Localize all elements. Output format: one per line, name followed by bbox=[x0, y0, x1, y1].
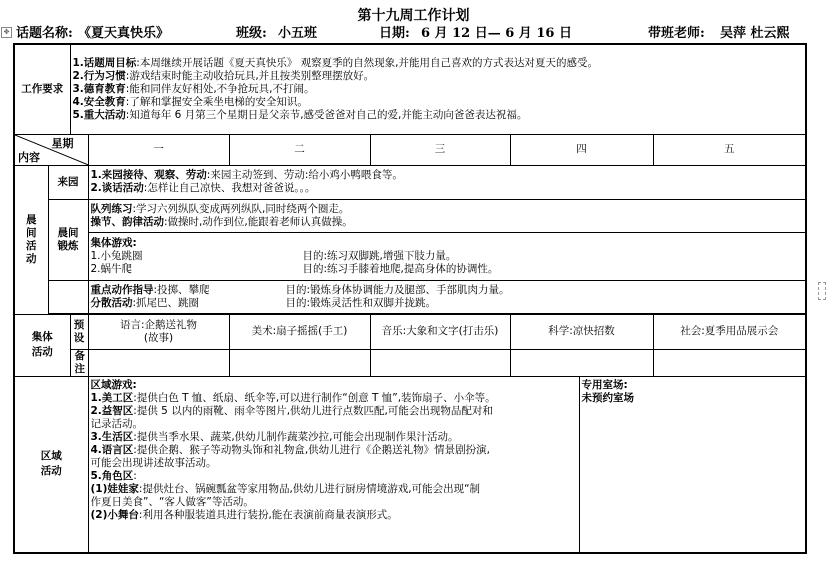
work-requirements-row bbox=[14, 44, 806, 134]
day-monday: 一 bbox=[88, 134, 229, 165]
area-line: 记录活动。 bbox=[90, 417, 143, 430]
day-friday: 五 bbox=[653, 134, 806, 165]
arrival-label: 来园 bbox=[48, 165, 88, 199]
note-wednesday bbox=[370, 349, 510, 376]
group-game-item: 2.蜗牛爬 目的:练习手膝着地爬,提高身体的协调性。 bbox=[90, 262, 499, 275]
requirement-item: 5.重大活动:知道每年 6 月第三个星期日是父亲节,感受爸爸对自己的爱,并能主动向爸爸表达祝福。 bbox=[72, 108, 528, 121]
group-game-item: 1.小兔跳圈 目的:练习双脚跳,增强下肢力量。 bbox=[90, 249, 457, 262]
guidance-spacer bbox=[48, 280, 88, 313]
plan-header bbox=[16, 22, 806, 40]
weekly-plan-table bbox=[13, 43, 807, 554]
weekday-header-row bbox=[14, 134, 806, 165]
day-thursday: 四 bbox=[510, 134, 653, 165]
note-tuesday bbox=[229, 349, 370, 376]
requirement-item: 2.行为习惯:游戏结束时能主动收拾玩具,并且按类别整理摆放好。 bbox=[72, 69, 375, 82]
collective-activity-label: 集体活动 bbox=[14, 314, 70, 376]
collective-activity-monday: 语言:企鹅送礼物 (故事) bbox=[88, 314, 229, 349]
note-label: 备注 bbox=[70, 349, 88, 376]
area-line: 可能会出现讲述故事活动。 bbox=[90, 456, 217, 469]
arrival-line: 1.来园接待、观察、劳动:来园主动签到、劳动:给小鸡小鸭喂食等。 bbox=[90, 169, 403, 181]
area-line: (2)小舞台:利用各种服装道具进行装扮,能在表演前商量表演形式。 bbox=[90, 508, 398, 521]
requirement-item: 3.德育教育:能和同伴友好相处,不争抢玩具,不打闹。 bbox=[72, 82, 315, 95]
topic-label: 话题名称: bbox=[16, 26, 73, 41]
area-line: 3.生活区:提供当季水果、蔬菜,供幼儿制作蔬菜沙拉,可能会出现制作果汁活动。 bbox=[90, 430, 459, 443]
area-line: 5.角色区: bbox=[90, 469, 137, 482]
special-room-content bbox=[579, 376, 806, 553]
area-line: 1.美工区:提供白色 T 恤、纸扇、纸伞等,可以进行制作“创意 T 恤”,装饰扇子、小伞等。 bbox=[90, 391, 496, 404]
week-content-corner bbox=[14, 134, 88, 165]
morning-exercise-label: 晨间锻炼 bbox=[48, 199, 88, 280]
arrival-line: 2.谈话活动:怎样让自己凉快、我想对爸爸说。。。 bbox=[90, 182, 316, 194]
collective-activity-thursday: 科学:凉快招数 bbox=[510, 314, 653, 349]
area-activity-content bbox=[88, 376, 579, 553]
collective-activity-tuesday: 美术:扇子摇摇(手工) bbox=[229, 314, 370, 349]
area-line: (1)娃娃家:提供灶台、锅碗瓢盆等家用物品,供幼儿进行厨房情境游戏,可能会出现“制 bbox=[90, 482, 481, 495]
morning-activity-label: 晨间活动 bbox=[14, 165, 48, 314]
guidance-content bbox=[88, 280, 806, 313]
note-monday bbox=[88, 349, 229, 376]
teacher-value: 吴萍 杜云熙 bbox=[720, 26, 790, 41]
class-label: 班级: bbox=[236, 26, 267, 41]
area-line: 4.语言区:提供企鹅、猴子等动物头饰和礼物盒,供幼儿进行《企鹅送礼物》情景剧扮演, bbox=[90, 443, 491, 456]
guidance-item: 分散活动:抓尾巴、跳圈 目的:锻炼灵活性和双脚并拢跳。 bbox=[90, 296, 437, 309]
date-value: 6 月 12 日— 6 月 16 日 bbox=[421, 26, 572, 41]
arrival-row bbox=[14, 165, 806, 199]
work-requirements-content bbox=[70, 44, 806, 134]
group-games-content bbox=[88, 232, 806, 280]
note-friday bbox=[653, 349, 806, 376]
collective-note-row bbox=[14, 349, 806, 376]
day-tuesday: 二 bbox=[229, 134, 370, 165]
requirement-item: 4.安全教育:了解和掌握安全乘坐电梯的安全知识。 bbox=[72, 95, 308, 108]
note-thursday bbox=[510, 349, 653, 376]
work-requirements-label: 工作要求 bbox=[14, 44, 70, 134]
area-heading: 区域游戏: bbox=[90, 378, 137, 391]
group-games-heading: 集体游戏: bbox=[90, 236, 137, 249]
topic-value: 《夏天真快乐》 bbox=[78, 26, 170, 41]
guidance-item: 重点动作指导:投掷、攀爬 目的:锻炼身体协调能力及腿部、手部肌肉力量。 bbox=[90, 283, 510, 296]
class-value: 小五班 bbox=[278, 26, 318, 41]
requirement-item: 1.话题周目标:本周继续开展话题《夏天真快乐》 观察夏季的自然现象,并能用自己喜欢的方式表达对夏天的感受。 bbox=[72, 56, 599, 69]
guidance-row bbox=[14, 280, 806, 313]
date-label: 日期: bbox=[379, 26, 410, 41]
area-activity-label: 区域活动 bbox=[14, 376, 88, 553]
week-label: 星期 bbox=[51, 136, 74, 150]
teacher-label: 带班老师: bbox=[648, 26, 705, 41]
exercise-drill-row bbox=[14, 199, 806, 232]
exercise-drill-content bbox=[88, 199, 806, 232]
arrival-content bbox=[88, 165, 806, 199]
collective-activity-wednesday: 音乐:大象和文字(打击乐) bbox=[370, 314, 510, 349]
group-games-row bbox=[14, 232, 806, 280]
table-anchor-icon[interactable]: ✥ bbox=[1, 27, 12, 38]
preset-label: 预设 bbox=[70, 314, 88, 349]
special-room-label: 专用室场: bbox=[581, 378, 628, 391]
special-room-value: 未预约室场 bbox=[581, 391, 634, 404]
page-title: 第十九周工作计划 bbox=[357, 8, 470, 24]
collective-preset-row bbox=[14, 314, 806, 349]
exercise-line: 队列练习:学习六列纵队变成两列纵队,同时绕两个圈走。 bbox=[90, 202, 350, 215]
area-line: 2.益智区:提供 5 以内的雨靴、雨伞等图片,供幼儿进行点数匹配,可能会出现物品配对和 bbox=[90, 404, 493, 417]
exercise-line: 操节、韵律活动:做操时,动作到位,能跟着老师认真做操。 bbox=[90, 215, 353, 228]
day-wednesday: 三 bbox=[370, 134, 510, 165]
area-activity-row bbox=[14, 376, 806, 553]
page-edge-marker bbox=[818, 282, 826, 300]
content-label: 内容 bbox=[18, 150, 40, 164]
collective-activity-friday: 社会:夏季用品展示会 bbox=[653, 314, 806, 349]
area-line: 作夏日美食”、“客人做客”等活动。 bbox=[90, 495, 254, 508]
